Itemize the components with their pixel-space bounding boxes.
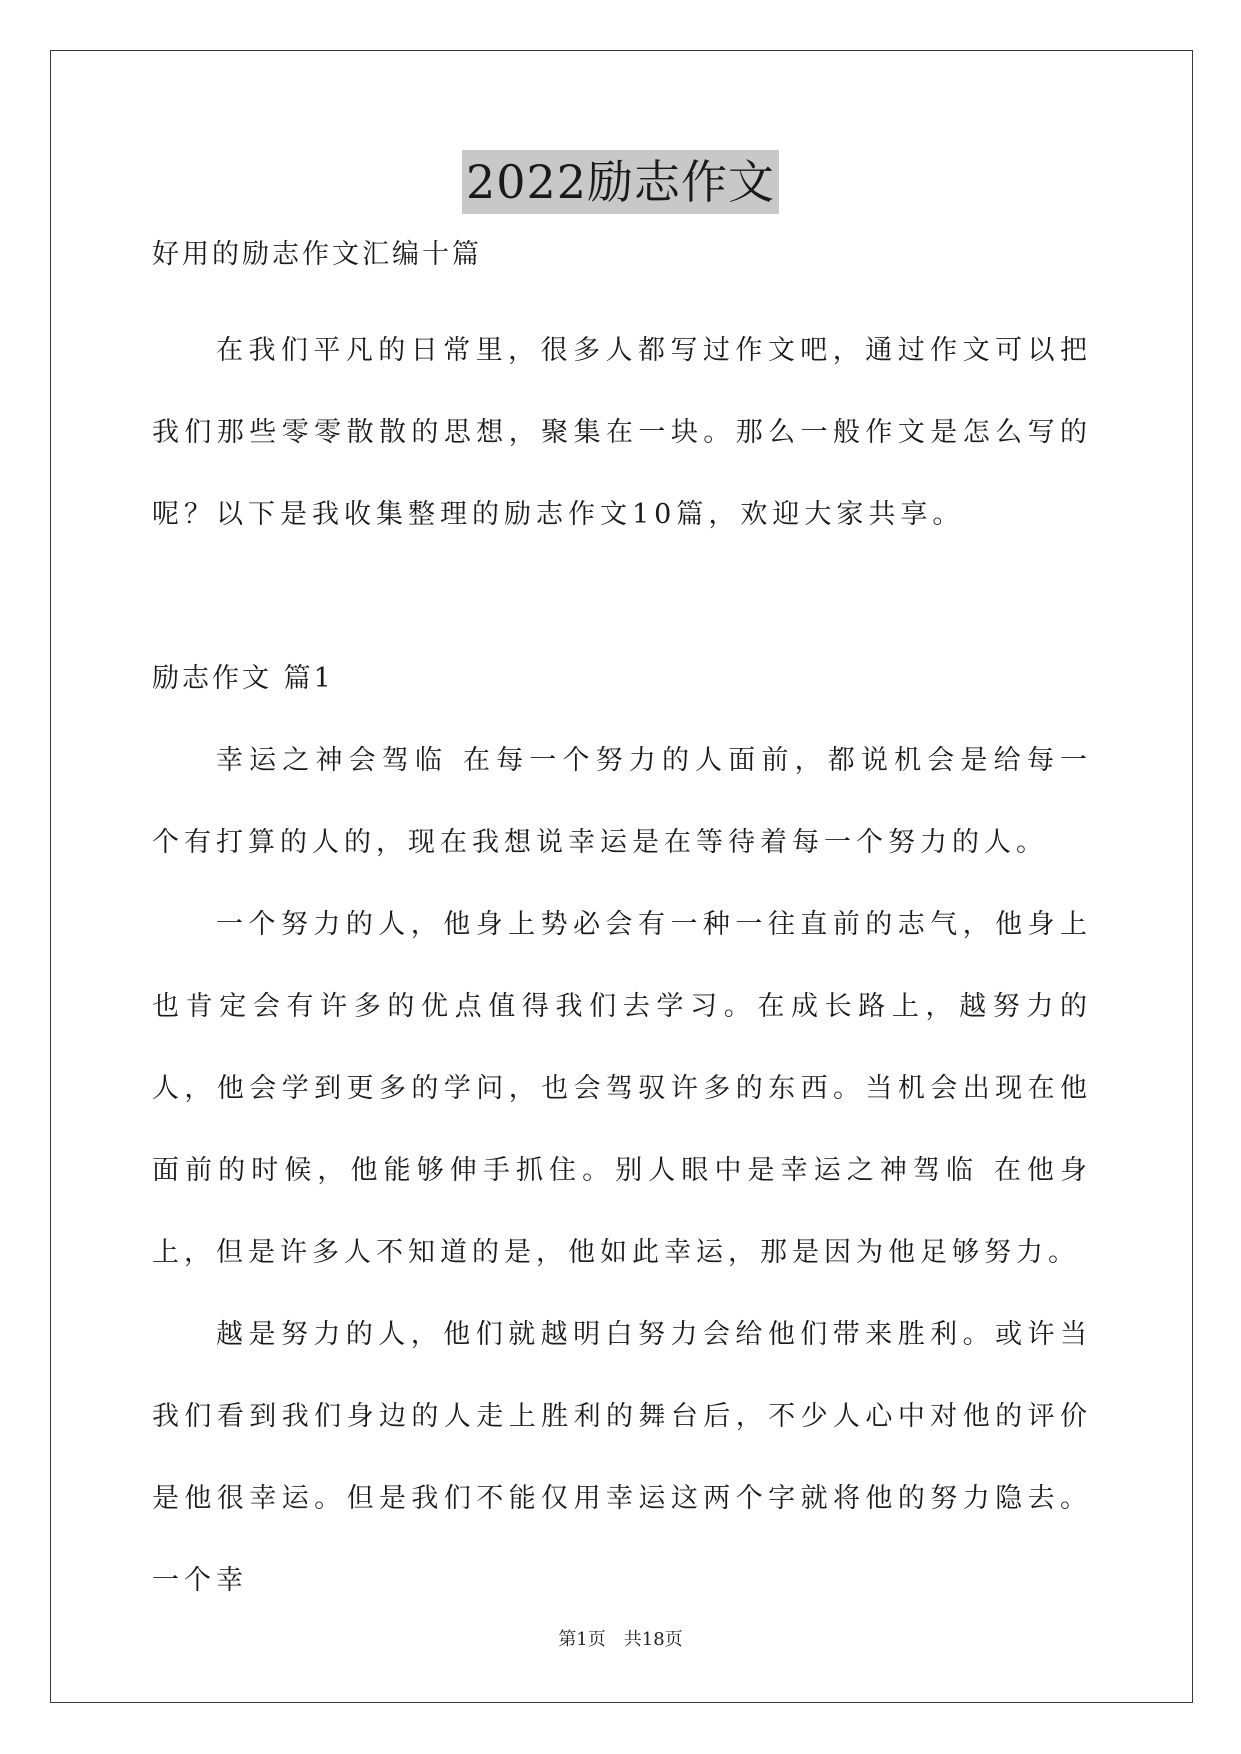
page-footer — [0, 1628, 1241, 1652]
body-paragraph-3: 越是努力的人，他们就越明白努力会给他们带来胜利。或许当我们看到我们身边的人走上胜利的舞台后，不少人心中对他的评价是他很幸运。但是我们不能仅用幸运这两个字就将他的努力隐去。一个幸 — [152, 1319, 1092, 1596]
document-subtitle: 好用的励志作文汇编十篇 — [152, 239, 482, 270]
body-paragraph-1: 幸运之神会驾临 在每一个努力的人面前，都说机会是给每一个有打算的人的，现在我想说幸运是在等待着每一个努力的人。 — [152, 745, 1092, 858]
intro-paragraph: 在我们平凡的日常里，很多人都写过作文吧，通过作文可以把我们那些零零散散的思想，聚集在一块。那么一般作文是怎么写的呢？以下是我收集整理的励志作文10篇，欢迎大家共享。 — [152, 335, 1092, 530]
spacer — [152, 556, 1092, 638]
spacer — [152, 278, 1092, 310]
title-container — [0, 150, 1241, 214]
section-heading: 励志作文 篇1 — [152, 663, 334, 694]
document-body — [152, 232, 1092, 1622]
body-paragraph-2: 一个努力的人，他身上势必会有一种一往直前的志气，他身上也肯定会有许多的优点值得我们去学习。在成长路上，越努力的人，他会学到更多的学问，也会驾驭许多的东西。当机会出现在他面前的时候，他能够伸手抓住。别人眼中是幸运之神驾临 在他身上，但是许多人不知道的是，他如此幸运，那是因为他足够努力。 — [152, 909, 1092, 1268]
document-title: 2022励志作文 — [462, 150, 779, 214]
page-number: 第1页 — [558, 1629, 606, 1650]
page-total: 共18页 — [623, 1629, 683, 1650]
